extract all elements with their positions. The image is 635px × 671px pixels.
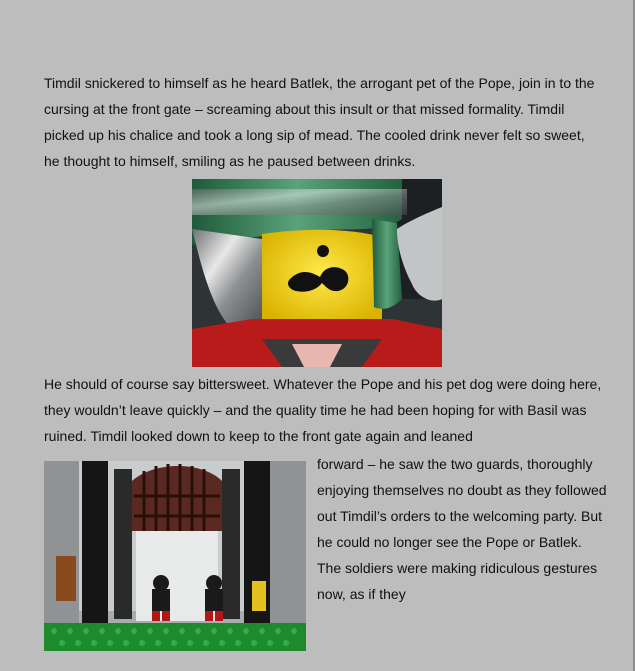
castle-gate-photo: [44, 461, 306, 651]
minifig-with-chalice-image: [192, 179, 442, 367]
castle-gate-image: [44, 461, 306, 651]
story-paragraph-3: forward – he saw the two guards, thoroughly enjoying themselves no doubt as they followed out Timdil’s orders to the welcoming party. But he could no longer see the Pope or Batlek. The soldiers were making ridiculous gestures now, as if they: [317, 456, 607, 602]
minifig-photo: [192, 179, 442, 367]
story-paragraph-2: He should of course say bittersweet. Whatever the Pope and his pet dog were doing here, they wouldn’t leave quickly – and the quality time he had been hoping for with Basil was ruined. Timdil looked down to keep to the front gate again and leaned: [44, 376, 602, 444]
story-paragraph-1: Timdil snickered to himself as he heard Batlek, the arrogant pet of the Pope, join in to the cursing at the front gate – screaming about this insult or that missed formality. Timdil picked up his chalice and took a long sip of mead. The cooled drink never felt so sweet, he thought to himself, smiling as he paused between drinks.: [44, 75, 595, 169]
